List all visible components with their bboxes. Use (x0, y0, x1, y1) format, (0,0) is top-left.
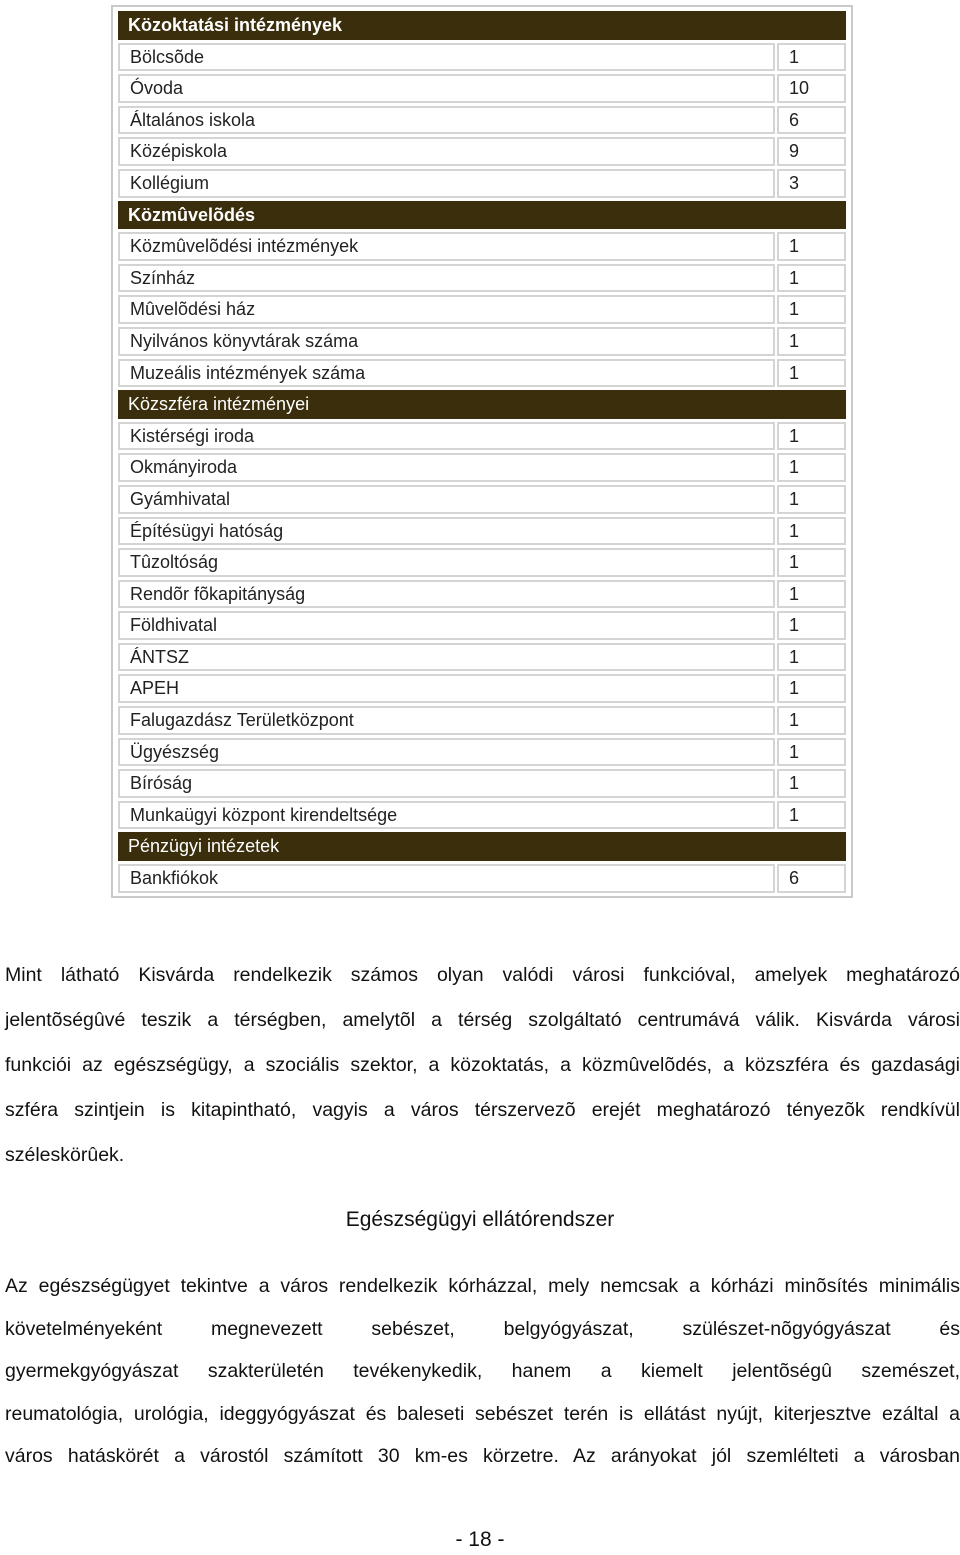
table-row (115, 641, 849, 673)
section-header-label: Pénzügyi intézetek (118, 832, 846, 861)
paragraph-health (5, 1265, 960, 1478)
table-row (115, 672, 849, 704)
row-label: Falugazdász Területközpont (118, 706, 775, 735)
row-label: Bölcsõde (118, 43, 775, 72)
text-line: szféra szintjein is kitapintható, vagyis a város térszervezõ erejét meghatározó tényezõk rendkívül (5, 1099, 960, 1121)
row-value: 6 (777, 106, 846, 135)
row-label: Általános iskola (118, 106, 775, 135)
row-value: 9 (777, 137, 846, 166)
row-label: Középiskola (118, 137, 775, 166)
row-label: Kollégium (118, 169, 775, 198)
table-section-header (115, 830, 849, 862)
row-value: 1 (777, 706, 846, 735)
row-label: Bíróság (118, 769, 775, 798)
row-value: 1 (777, 738, 846, 767)
text-line: Mint látható Kisvárda rendelkezik számos olyan valódi városi funkcióval, amelyek meghatározó (5, 964, 960, 986)
row-label: Építésügyi hatóság (118, 517, 775, 546)
section-header-label: Közoktatási intézmények (118, 11, 846, 40)
table-row (115, 767, 849, 799)
row-value: 1 (777, 611, 846, 640)
row-value: 1 (777, 327, 846, 356)
row-value: 1 (777, 295, 846, 324)
text-line: széleskörûek. (5, 1144, 125, 1166)
table-row (115, 72, 849, 104)
table-row (115, 799, 849, 831)
row-value: 1 (777, 264, 846, 293)
row-value: 1 (777, 643, 846, 672)
text-line: jelentõségûvé teszik a térségben, amelytõl a térség szolgáltató centrumává válik. Kisvárda városi (5, 1009, 960, 1031)
table-section-header (115, 388, 849, 420)
row-label: Óvoda (118, 74, 775, 103)
table-row (115, 578, 849, 610)
row-value: 1 (777, 517, 846, 546)
table-row (115, 546, 849, 578)
text-line: funkciói az egészségügy, a szociális szektor, a közoktatás, a közmûvelõdés, a közszféra és gazdasági (5, 1054, 960, 1076)
row-label: Mûvelõdési ház (118, 295, 775, 324)
table-row (115, 262, 849, 294)
row-value: 1 (777, 232, 846, 261)
table-row (115, 167, 849, 199)
table-section-header (115, 199, 849, 231)
section-header-label: Közszféra intézményei (118, 390, 846, 419)
row-value: 6 (777, 864, 846, 893)
institutions-table (111, 5, 853, 898)
table-row (115, 515, 849, 547)
table-row (115, 325, 849, 357)
table-row (115, 420, 849, 452)
table-row (115, 483, 849, 515)
row-value: 1 (777, 801, 846, 830)
row-value: 1 (777, 359, 846, 388)
table-row (115, 293, 849, 325)
table-row (115, 104, 849, 136)
text-line: gyermekgyógyászat szakterületén tevékenykedik, hanem a kiemelt jelentõségû szemészet, (5, 1360, 960, 1382)
section-heading: Egészségügyi ellátórendszer (345, 1208, 615, 1231)
row-label: Okmányiroda (118, 453, 775, 482)
table-row (115, 357, 849, 389)
row-label: APEH (118, 674, 775, 703)
table-row (115, 41, 849, 73)
text-line: követelményeként megnevezett sebészet, belgyógyászat, szülészet-nõgyógyászat és (5, 1317, 960, 1340)
row-value: 10 (777, 74, 846, 103)
row-label: Bankfiókok (118, 864, 775, 893)
table-row (115, 736, 849, 768)
table-row (115, 609, 849, 641)
table-row (115, 230, 849, 262)
row-label: Nyilvános könyvtárak száma (118, 327, 775, 356)
row-label: Ügyészség (118, 738, 775, 767)
table-row (115, 451, 849, 483)
table-row (115, 704, 849, 736)
table-row (115, 135, 849, 167)
text-line: Az egészségügyet tekintve a város rendelkezik kórházzal, mely nemcsak a kórházi minõsítés minimális (5, 1275, 960, 1297)
row-value: 1 (777, 674, 846, 703)
row-label: Tûzoltóság (118, 548, 775, 577)
row-label: Munkaügyi központ kirendeltsége (118, 801, 775, 830)
row-label: Kistérségi iroda (118, 422, 775, 451)
row-value: 1 (777, 453, 846, 482)
row-value: 1 (777, 422, 846, 451)
row-value: 1 (777, 485, 846, 514)
paragraph-intro (5, 953, 960, 1178)
row-value: 1 (777, 769, 846, 798)
row-value: 1 (777, 548, 846, 577)
row-label: Muzeális intézmények száma (118, 359, 775, 388)
row-label: Rendõr fõkapitányság (118, 580, 775, 609)
table-section-header (115, 9, 849, 41)
text-line: város hatáskörét a várostól számított 30 km-es körzetre. Az arányokat jól szemlélteti a városban (5, 1445, 960, 1467)
row-value: 3 (777, 169, 846, 198)
table-row (115, 862, 849, 894)
section-header-label: Közmûvelõdés (118, 201, 846, 230)
row-label: ÁNTSZ (118, 643, 775, 672)
row-label: Közmûvelõdési intézmények (118, 232, 775, 261)
text-line: reumatológia, urológia, ideggyógyászat és baleseti sebészet terén is ellátást nyújt, kiterjesztve ezáltal a (5, 1402, 960, 1425)
row-value: 1 (777, 43, 846, 72)
row-label: Színház (118, 264, 775, 293)
row-label: Gyámhivatal (118, 485, 775, 514)
page-number: - 18 - (455, 1528, 505, 1551)
row-label: Földhivatal (118, 611, 775, 640)
row-value: 1 (777, 580, 846, 609)
